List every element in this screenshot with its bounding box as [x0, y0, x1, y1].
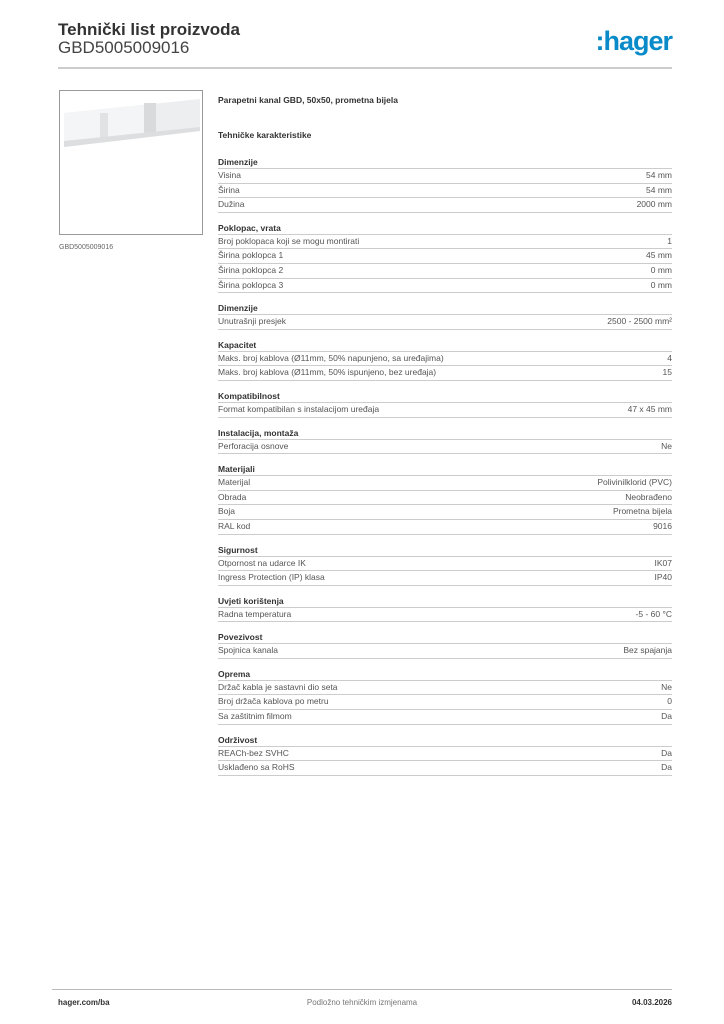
spec-value: 1	[667, 235, 672, 246]
section-title: Uvjeti korištenja	[218, 595, 672, 608]
spec-row	[218, 608, 672, 623]
spec-row	[218, 235, 672, 250]
spec-label: Sa zaštitnim filmom	[218, 711, 292, 722]
spec-label: Radna temperatura	[218, 608, 292, 619]
spec-row	[218, 403, 672, 418]
spec-value: 0	[667, 696, 672, 707]
spec-value: Ne	[661, 440, 672, 451]
image-caption: GBD5005009016	[59, 244, 114, 251]
spec-row	[218, 476, 672, 491]
hager-logo: :hager	[595, 26, 672, 56]
spec-row	[218, 315, 672, 330]
spec-section	[218, 668, 672, 725]
spec-label: Broj držača kablova po metru	[218, 696, 329, 707]
spec-label: Držač kabla je sastavni dio seta	[218, 681, 338, 692]
spec-value: 2000 mm	[636, 199, 672, 210]
spec-value: Da	[661, 762, 672, 773]
spec-label: Materijal	[218, 477, 251, 488]
header-divider	[58, 67, 672, 69]
spec-section	[218, 339, 672, 381]
spec-row	[218, 264, 672, 279]
spec-sections	[218, 156, 672, 776]
spec-section	[218, 595, 672, 623]
spec-section	[218, 302, 672, 330]
spec-value: 45 mm	[646, 250, 672, 261]
spec-label: Visina	[218, 170, 241, 180]
section-title: Održivost	[218, 734, 672, 747]
spec-row	[218, 557, 672, 572]
spec-value: 15	[662, 367, 672, 378]
spec-section	[218, 631, 672, 659]
spec-row	[218, 710, 672, 725]
footer-date: 04.03.2026	[631, 998, 672, 1007]
spec-value: 0 mm	[650, 279, 672, 290]
spec-value: Prometna bijela	[612, 506, 672, 517]
spec-label: Broj poklopaca koji se mogu montirati	[218, 235, 360, 246]
spec-label: Format kompatibilan s instalacijom uređaja	[218, 403, 380, 414]
spec-value: Neobrađeno	[625, 491, 672, 502]
spec-label: REACh-bez SVHC	[218, 747, 289, 758]
spec-row	[218, 571, 672, 586]
spec-row	[218, 279, 672, 294]
spec-value: Ne	[661, 681, 672, 692]
tech-heading: Tehničke karakteristike	[218, 130, 312, 140]
spec-content	[218, 95, 672, 785]
section-title: Sigurnost	[218, 544, 672, 557]
spec-section	[218, 390, 672, 418]
spec-label: Obrada	[218, 491, 247, 502]
section-title: Kompatibilnost	[218, 390, 672, 403]
spec-row	[218, 761, 672, 776]
section-title: Dimenzije	[218, 302, 672, 315]
section-title: Poklopac, vrata	[218, 222, 672, 235]
spec-row	[218, 440, 672, 455]
spec-label: Širina	[218, 184, 240, 195]
section-title: Povezivost	[218, 631, 672, 644]
spec-value: Da	[661, 711, 672, 722]
spec-value: 54 mm	[646, 184, 672, 195]
spec-label: Širina poklopca 1	[218, 250, 284, 261]
spec-row	[218, 198, 672, 213]
spec-value: 0 mm	[650, 264, 672, 275]
spec-row	[218, 644, 672, 659]
spec-value: 54 mm	[646, 170, 672, 180]
spec-value: IP40	[654, 572, 672, 583]
spec-row	[218, 695, 672, 710]
spec-label: Unutrašnji presjek	[218, 316, 287, 327]
spec-value: 47 x 45 mm	[627, 403, 672, 414]
spec-label: Perforacija osnove	[218, 440, 289, 451]
spec-row	[218, 681, 672, 696]
spec-label: Otpornost na udarce IK	[218, 557, 306, 568]
spec-value: 2500 - 2500 mm²	[607, 316, 672, 327]
footer-notice: Podložno tehničkim izmjenama	[306, 998, 418, 1007]
spec-section	[218, 156, 672, 213]
spec-section	[218, 544, 672, 586]
section-title: Instalacija, montaža	[218, 427, 672, 440]
spec-row	[218, 505, 672, 520]
spec-label: Širina poklopca 3	[218, 279, 284, 290]
spec-row	[218, 169, 672, 184]
spec-label: Maks. broj kablova (Ø11mm, 50% ispunjeno, bez uređaja)	[218, 367, 437, 378]
spec-row	[218, 352, 672, 367]
section-title: Materijali	[218, 463, 672, 476]
spec-value: Da	[661, 747, 672, 758]
spec-label: Širina poklopca 2	[218, 264, 284, 275]
spec-section	[218, 222, 672, 293]
spec-row	[218, 491, 672, 506]
product-image	[59, 90, 203, 235]
spec-value: Polivinilklorid (PVC)	[597, 477, 672, 488]
spec-value: 4	[667, 352, 672, 363]
spec-value: 9016	[653, 520, 672, 531]
section-title: Dimenzije	[218, 156, 672, 169]
product-name: Parapetni kanal GBD, 50x50, prometna bijela	[218, 95, 398, 105]
spec-label: Boja	[218, 506, 236, 517]
spec-row	[218, 249, 672, 264]
spec-section	[218, 734, 672, 776]
spec-section	[218, 427, 672, 455]
spec-row	[218, 184, 672, 199]
spec-row	[218, 520, 672, 535]
spec-value: -5 - 60 °C	[635, 608, 672, 619]
section-title: Kapacitet	[218, 339, 672, 352]
page-title: Tehnički list proizvoda	[58, 20, 240, 39]
spec-row	[218, 747, 672, 762]
product-code: GBD5005009016	[58, 38, 190, 57]
spec-label: Maks. broj kablova (Ø11mm, 50% napunjeno, sa uređajima)	[218, 352, 444, 363]
spec-label: Dužina	[218, 199, 245, 210]
spec-section	[218, 463, 672, 534]
spec-label: RAL kod	[218, 520, 251, 531]
spec-value: Bez spajanja	[623, 645, 672, 656]
section-title: Oprema	[218, 668, 672, 681]
spec-row	[218, 366, 672, 381]
footer-divider	[52, 989, 672, 990]
footer-website-link[interactable]: hager.com/ba	[58, 998, 110, 1007]
spec-label: Ingress Protection (IP) klasa	[218, 572, 325, 583]
spec-label: Spojnica kanala	[218, 645, 279, 656]
spec-label: Usklađeno sa RoHS	[218, 762, 295, 773]
spec-value: IK07	[654, 557, 672, 568]
